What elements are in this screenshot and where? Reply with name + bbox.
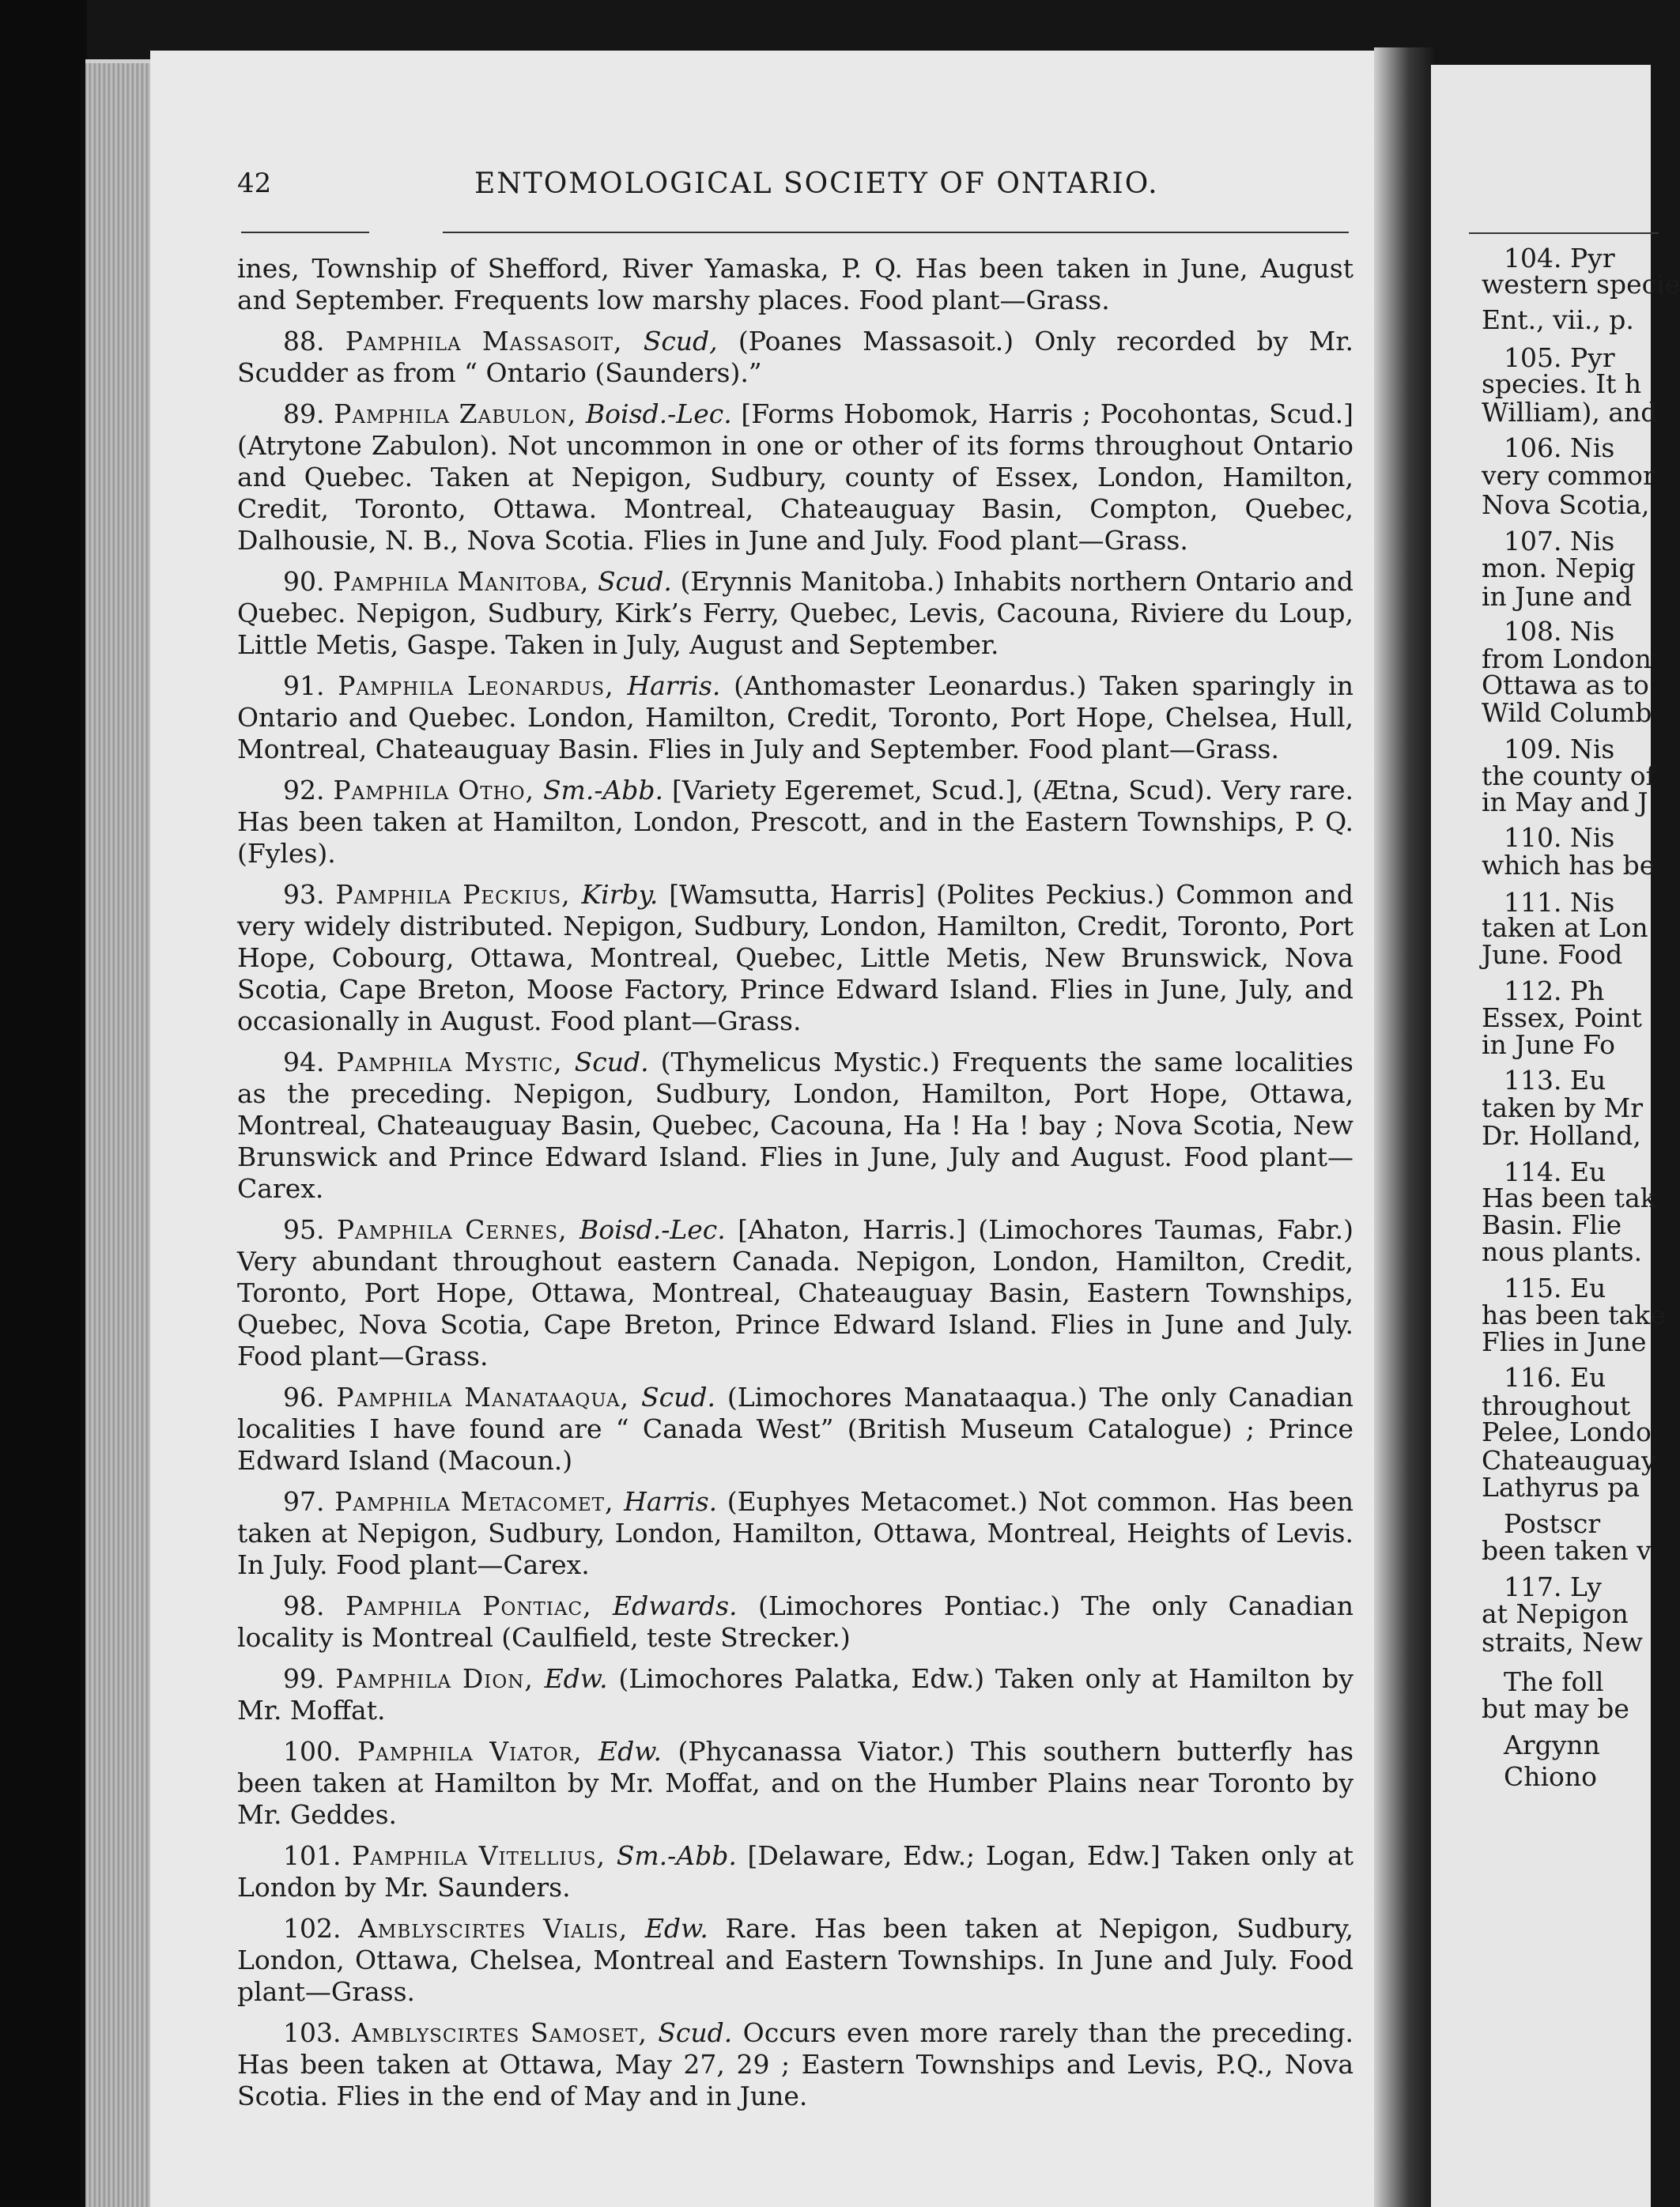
species-name: Pontiac, [482, 1590, 592, 1621]
genus-name: Pamphila [352, 1840, 469, 1871]
author-name: Harris. [624, 1486, 718, 1517]
genus-name: Pamphila [334, 1486, 451, 1517]
species-entry [237, 1047, 1353, 1205]
right-page-line: taken by Mr [1482, 1092, 1644, 1123]
entry-number: 92. [283, 775, 325, 805]
right-page-line: Ottawa as to [1482, 670, 1649, 700]
right-page-line: straits, New [1482, 1627, 1644, 1658]
species-entry [237, 398, 1353, 556]
page-edges [85, 63, 153, 2207]
species-name: Vitellius, [478, 1840, 606, 1871]
author-name: Sm.-Abb. [616, 1840, 737, 1871]
page-header [237, 168, 1364, 215]
entry-text: (Phycanassa Viator.) This southern butterfly has been taken at Hamilton by Mr. Moffat, and on the Humber Plains near Toronto by Mr. Geddes. [237, 1736, 1354, 1830]
right-page-line: 108. Nis [1504, 616, 1615, 647]
author-name: Harris. [627, 670, 721, 701]
genus-name: Pamphila [345, 326, 462, 357]
right-page-line: Has been tak [1482, 1183, 1656, 1213]
right-page-line: the county of [1482, 760, 1655, 791]
species-entry [237, 1382, 1353, 1477]
right-page-line: 112. Ph [1504, 975, 1605, 1006]
species-entry [237, 326, 1353, 389]
species-name: Manitoba, [457, 566, 590, 597]
species-name: Metacomet, [460, 1486, 614, 1517]
scanner-background [0, 0, 87, 2207]
entry-number: 99. [283, 1663, 325, 1694]
right-page-line: Postscr [1504, 1508, 1601, 1539]
genus-name: Pamphila [335, 879, 452, 910]
page-number: 42 [237, 168, 272, 199]
right-page-line: in June and [1482, 581, 1633, 612]
species-name: Dion, [462, 1663, 534, 1694]
author-name: Edw. [544, 1663, 608, 1694]
right-page-line: William), and [1482, 397, 1658, 428]
book-gutter [1374, 47, 1437, 2207]
entry-number: 91. [283, 670, 325, 701]
entry-text: (Limochores Manataaqua.) The only Canadian localities I have found are “ Canada West” (British Museum Catalogue) ; Prince Edward Island (Macoun.) [237, 1382, 1353, 1476]
entry-text: (Limochores Palatka, Edw.) Taken only at Hamilton by Mr. Moffat. [237, 1663, 1353, 1726]
right-page-line: Chateauguay [1482, 1445, 1656, 1476]
right-page-line: very commor [1482, 460, 1655, 491]
right-page-line: but may be [1482, 1693, 1629, 1724]
genus-name: Pamphila [333, 775, 450, 805]
entry-number: 95. [283, 1214, 325, 1245]
running-head: ENTOMOLOGICAL SOCIETY OF ONTARIO. [474, 168, 1159, 200]
author-name: Scud. [574, 1047, 649, 1077]
species-entry [237, 1486, 1353, 1581]
right-header-rule [1469, 232, 1659, 234]
right-page-line: has been take [1482, 1300, 1666, 1330]
right-page-line: 110. Nis [1504, 822, 1615, 853]
species-name: Massasoit, [481, 326, 623, 357]
species-name: Cernes, [465, 1214, 568, 1245]
author-name: Boisd.-Lec. [585, 398, 732, 429]
entry-number: 98. [283, 1590, 325, 1621]
right-page-line: nous plants. [1482, 1236, 1643, 1267]
species-entry [237, 1840, 1353, 1903]
genus-name: Pamphila [345, 1590, 462, 1621]
right-page-line: Dr. Holland, [1482, 1120, 1641, 1151]
author-name: Scud, [643, 326, 718, 357]
species-name: Peckius, [462, 879, 571, 910]
right-page-line: taken at Lon [1482, 912, 1648, 943]
species-entry [237, 1913, 1353, 2008]
entry-number: 96. [283, 1382, 325, 1413]
species-entry [237, 879, 1353, 1037]
species-entry [237, 775, 1353, 870]
genus-name: Pamphila [336, 1214, 453, 1245]
author-name: Kirby. [581, 879, 659, 910]
species-name: Vialis, [543, 1913, 629, 1944]
entry-text: (Limochores Pontiac.) The only Canadian locality is Montreal (Caulfield, teste Strecker.) [237, 1590, 1353, 1653]
right-page-line: 111. Nis [1504, 887, 1615, 918]
right-page-line: in June Fo [1482, 1029, 1616, 1060]
right-page-line: Lathyrus pa [1482, 1472, 1640, 1503]
entry-number: 100. [283, 1736, 342, 1767]
entry-number: 97. [283, 1486, 325, 1517]
right-page-line: 105. Pyr [1504, 342, 1615, 373]
right-page-line: mon. Nepig [1482, 553, 1636, 583]
species-entry [237, 566, 1353, 661]
header-rule-left [241, 232, 369, 233]
entry-text: (Thymelicus Mystic.) Frequents the same localities as the preceding. Nepigon, Sudbury, London, Hamilton, Port Hope, Ottawa, Montreal, Chateauguay Basin, Quebec, Cacouna, Ha ! Ha ! bay ; Nova Scotia, New Brunswick and Prince Edward Island. Flies in June, July and August. Food plant—Carex. [237, 1047, 1353, 1204]
entry-text: [Variety Egeremet, Scud.], (Ætna, Scud). Very rare. Has been taken at Hamilton, London, Prescott, and in the Eastern Townships, P. Q. (Fyles). [237, 775, 1353, 869]
right-page-line: Pelee, Londo [1482, 1417, 1652, 1447]
right-page-line: 109. Nis [1504, 734, 1615, 764]
entry-number: 94. [283, 1047, 325, 1077]
entry-text: Occurs even more rarely than the preceding. Has been taken at Ottawa, May 27, 29 ; Eastern Townships and Levis, P.Q., Nova Scotia. Flies in the end of May and in June. [237, 2017, 1353, 2111]
species-name: Viator, [489, 1736, 583, 1767]
genus-name: Pamphila [335, 1663, 452, 1694]
right-page-line: throughout [1482, 1390, 1631, 1421]
right-page-line: Basin. Flie [1482, 1209, 1622, 1240]
author-name: Edw. [598, 1736, 663, 1767]
continuation-paragraph: ines, Township of Shefford, River Yamaska, P. Q. Has been taken in June, August and September. Frequents low marshy places. Food plant—Grass. [237, 253, 1353, 315]
entry-number: 101. [283, 1840, 342, 1871]
right-page-line: 104. Pyr [1504, 243, 1615, 274]
right-page-line: western specie [1482, 269, 1680, 300]
entry-text: (Anthomaster Leonardus.) Taken sparingly in Ontario and Quebec. London, Hamilton, Credit, Toronto, Port Hope, Chelsea, Hull, Montreal, Chateauguay Basin. Flies in July and September. Food plant—Grass. [237, 670, 1353, 764]
species-entry [237, 1663, 1353, 1726]
entry-text: [Forms Hobomok, Harris ; Pocohontas, Scud.] (Atrytone Zabulon). Not uncommon in one or other of its forms throughout Ontario and Quebec. Taken at Nepigon, Sudbury, county of Essex, London, Hamilton, Credit, Toronto, Ottawa. Montreal, Chateauguay Basin, Compton, Quebec, Dalhousie, N. B., Nova Scotia. Flies in June and July. Food plant—Grass. [237, 398, 1353, 556]
author-name: Scud. [658, 2017, 733, 2048]
species-name: Otho, [458, 775, 535, 805]
right-page-line: which has be [1482, 850, 1655, 881]
right-page-line: species. It h [1482, 368, 1642, 399]
author-name: Edwards. [613, 1590, 738, 1621]
species-name: Leonardus, [466, 670, 614, 701]
species-name: Manataaqua, [464, 1382, 630, 1413]
right-page-line: from London [1482, 643, 1652, 674]
right-page-line: 117. Ly [1504, 1571, 1602, 1602]
genus-name: Amblyscirtes [358, 1913, 527, 1944]
right-page [1431, 65, 1680, 2207]
species-name: Samoset, [530, 2017, 647, 2048]
entry-text: [Wamsutta, Harris] (Polites Peckius.) Common and very widely distributed. Nepigon, Sudbury, London, Hamilton, Credit, Toronto, Port Hope, Cobourg, Ottawa, Montreal, Quebec, Little Metis, New Brunswick, Nova Scotia, Cape Breton, Moose Factory, Prince Edward Island. Flies in June, July, and occasionally in August. Food plant—Grass. [237, 879, 1353, 1036]
entry-text: (Poanes Massasoit.) Only recorded by Mr. Scudder as from “ Ontario (Saunders).” [237, 326, 1353, 388]
genus-name: Pamphila [334, 398, 451, 429]
author-name: Scud. [597, 566, 672, 597]
species-entry [237, 1736, 1353, 1831]
right-page-line: Ent., vii., p. [1482, 304, 1634, 335]
right-page-line: 116. Eu [1504, 1362, 1606, 1393]
author-name: Edw. [644, 1913, 708, 1944]
right-page-line: 107. Nis [1504, 526, 1615, 556]
species-entry [237, 1214, 1353, 1372]
entry-number: 89. [283, 398, 325, 429]
right-page-line: in May and J [1482, 787, 1648, 817]
entry-number: 103. [283, 2017, 342, 2048]
right-page-line: 106. Nis [1504, 432, 1615, 463]
header-rule-right [443, 232, 1349, 233]
entry-number: 93. [283, 879, 325, 910]
right-page-line: Flies in June [1482, 1326, 1647, 1357]
author-name: Sm.-Abb. [542, 775, 664, 805]
entry-number: 90. [283, 566, 325, 597]
genus-name: Pamphila [357, 1736, 474, 1767]
right-page-line: 113. Eu [1504, 1065, 1606, 1096]
page-body [237, 253, 1353, 2122]
author-name: Scud. [640, 1382, 715, 1413]
entry-number: 102. [283, 1913, 342, 1944]
right-page-line: June. Food [1482, 939, 1623, 970]
species-entry [237, 2017, 1353, 2112]
genus-name: Amblyscirtes [351, 2017, 520, 2048]
entry-text: [Ahaton, Harris.] (Limochores Taumas, Fabr.) Very abundant throughout eastern Canada. Nepigon, London, Hamilton, Credit, Toronto, Port Hope, Ottawa, Montreal, Chateauguay Basin, Eastern Townships, Quebec, Nova Scotia, Cape Breton, Prince Edward Island. Flies in June and July. Food plant—Grass. [237, 1214, 1353, 1371]
right-page-line: Essex, Point [1482, 1002, 1642, 1033]
species-entry [237, 670, 1353, 765]
right-page-line: Argynn [1504, 1730, 1600, 1760]
species-name: Mystic, [464, 1047, 563, 1077]
entry-text: [Delaware, Edw.; Logan, Edw.] Taken only at London by Mr. Saunders. [237, 1840, 1353, 1903]
right-page-line: 115. Eu [1504, 1273, 1606, 1303]
right-page-line: The foll [1504, 1666, 1604, 1697]
entry-text: (Euphyes Metacomet.) Not common. Has been taken at Nepigon, Sudbury, London, Hamilton, Ottawa, Montreal, Heights of Levis. In July. Food plant—Carex. [237, 1486, 1353, 1580]
right-page-line: been taken v [1482, 1535, 1652, 1566]
species-entry [237, 1590, 1353, 1654]
right-page-line: Wild Columb [1482, 697, 1652, 728]
genus-name: Pamphila [333, 566, 449, 597]
right-page-line: Nova Scotia, [1482, 489, 1650, 520]
entry-text: (Erynnis Manitoba.) Inhabits northern Ontario and Quebec. Nepigon, Sudbury, Kirk’s Ferry, Quebec, Levis, Cacouna, Riviere du Loup, Little Metis, Gaspe. Taken in July, August and September. [237, 566, 1353, 660]
right-page-line: at Nepigon [1482, 1598, 1629, 1629]
genus-name: Pamphila [336, 1382, 453, 1413]
author-name: Boisd.-Lec. [579, 1214, 726, 1245]
right-page-line: Chiono [1504, 1761, 1598, 1792]
genus-name: Pamphila [338, 670, 455, 701]
species-name: Zabulon, [459, 398, 577, 429]
entry-number: 88. [283, 326, 325, 357]
right-page-line: 114. Eu [1504, 1156, 1606, 1187]
entry-text: Rare. Has been taken at Nepigon, Sudbury, London, Ottawa, Chelsea, Montreal and Eastern Townships. In June and July. Food plant—Grass. [237, 1913, 1353, 2007]
genus-name: Pamphila [336, 1047, 453, 1077]
